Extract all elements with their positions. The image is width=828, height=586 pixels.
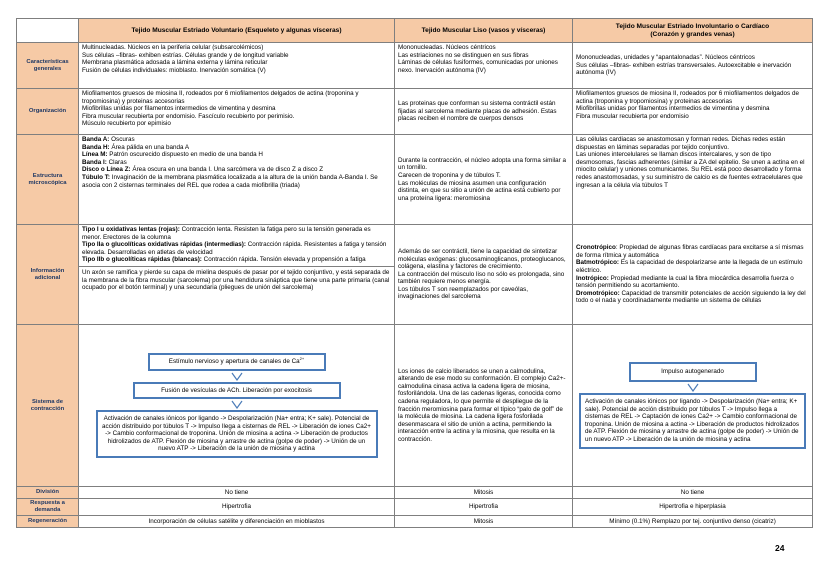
comparison-table-sheet [16, 18, 812, 528]
text-line: Miofilamentos gruesos de miosina II, rodeados por 6 miofilamentos delgados de actina (troponina y tropomiosina) y proteinas accesorias [576, 90, 799, 105]
header-voluntario: Tejido Muscular Estriado Voluntario (Esqueleto y algunas vísceras) [79, 19, 395, 43]
text-line: Las uniones intercelulares se llaman discos intercalares, y son de tipo desmosomas, fascias adherentes (similar a ZA del epitelio. Se unen a actina en el miocito celular) y uniones comunicantes. Su REL está poco desarrollado y forma redes anastomosadas, y su suministro de calcio es de fuentes extracelulares que ingresan a la célula vía túbulos T [576, 151, 805, 189]
text-line: Las proteinas que conforman su sistema contráctil están fijadas al sarcolema mediante placas de adhesión. Estas placas reciben el nombre de cuerpos densos [398, 100, 557, 123]
row-label-division: División [17, 487, 79, 499]
property-item [576, 259, 809, 274]
band-item [82, 151, 391, 159]
text-line: Carecen de troponina y de túbulos T. [398, 171, 501, 179]
flow-box-contraction-cardiac: Activación de canales iónicos por ligando -> Despolarización (Na+ entra; K+ sale). Potencial de acción distribuido por túbulos T -> Impulso llega a cisternas de REL -> Captación de iones Ca2+ -> Cambio conformacional de troponina. Unión de miosina a actina -> Liberación de productos hidrolizados de ATP. Flexión de miosina y arrastre de actina (golpe de poder) -> Unión de un nuevo ATP -> Liberación de la unión de miosina y actina [579, 393, 806, 449]
property-term: Batmotrópico: [576, 259, 620, 267]
organizacion-cardiaco [573, 89, 813, 135]
caracteristicas-voluntario [79, 43, 395, 89]
row-regeneracion [17, 516, 813, 528]
muscle-tissue-comparison-table [16, 18, 813, 528]
band-desc: Oscuras [109, 136, 135, 143]
regeneracion-liso: Mitosis [395, 516, 573, 528]
row-label-estructura: Estructura microscópica [17, 135, 79, 225]
text-line: Láminas de células fusiformes, comunicadas por uniones nexo. Inervación autónoma (IV) [398, 59, 558, 74]
property-desc: Capacidad de transmitir potenciales de acción siguiendo la ley del todo o el nada y coordinadamente mediante un sistema de células [576, 289, 806, 305]
header-cardiaco [573, 19, 813, 43]
property-item [576, 275, 809, 290]
sistema-voluntario [79, 325, 395, 487]
text-line: La contracción del músculo liso no sólo es prolongada, sino también requiere menos energía. [398, 270, 565, 286]
text-line: Las estriaciones no se distinguen en sus fibras [398, 51, 529, 59]
property-desc: : Propiedad de algunas fibras cardíacas para excitarse a sí mismas de forma rítmica y automática [576, 244, 804, 259]
row-division [17, 487, 813, 499]
text-line: Membrana plasmática adosada a lámina externa y lámina reticular [82, 59, 268, 67]
text-line: Multinucleadas. Núcleos en la periferia celular (subsarcolémicos) [82, 44, 264, 51]
fiber-type-term: Tipo I u oxidativas lentas (rojas): [82, 226, 180, 233]
header-row [17, 19, 813, 43]
flow-box-exocytosis: Fusión de vesículas de ACh. Liberación por exocitosis [133, 382, 341, 400]
property-term: Cronotrópico [576, 244, 616, 252]
row-label-sistema: Sistema de contracción [17, 325, 79, 487]
division-cardiaco: No tiene [573, 487, 813, 499]
band-item [82, 144, 391, 152]
calcium-charge: 2+ [299, 355, 305, 361]
respuesta-liso: Hipertrofia [395, 499, 573, 516]
text-line: Además de ser contráctil, tiene la capacidad de sintetizar moléculas exógenas: glucosaminoglicanos, proteoglucanos, colágena, elastina y factores de crecimiento. [398, 247, 566, 271]
text-line: Las moléculas de miosina asumen una configuración distinta, en que su sitio a unión de actina está cubierto por una proteína ligera: meromiosina [398, 179, 561, 202]
page-number: 24 [775, 543, 785, 553]
regeneracion-voluntario: Incorporación de células satélite y diferenciación en mioblastos [79, 516, 395, 528]
fiber-type-item [82, 256, 391, 264]
text-line: Músculo recubierto por epimisio [82, 120, 171, 128]
band-item [82, 136, 391, 144]
text-line: Durante la contracción, el núcleo adopta una forma similar a un tornillo. [398, 156, 567, 172]
band-term: Disco o Línea Z: [82, 166, 131, 174]
text-line: Mononucleadas. Núcleos céntricos [398, 44, 496, 51]
informacion-liso [395, 225, 573, 325]
respuesta-voluntario: Hipertrofia [79, 499, 395, 516]
band-term: Línea M: [82, 151, 108, 159]
informacion-cardiaco [573, 225, 813, 325]
property-desc: Es la capacidad de despolarizarse ante la llegada de un estímulo eléctrico. [576, 259, 803, 274]
estructura-liso [395, 135, 573, 225]
flow-box-contraction: Activación de canales iónicos por ligando -> Despolarización (Na+ entra; K+ sale). Potencial de acción distribuido por túbulos T -> Impulso llega a cisternas de REL -> Liberación de iones Ca2+ -> Cambio conformacional de troponina. Unión de miosina a actina -> Liberación de productos hidrolizados de ATP. Flexión de miosina y arrastre de actina (golpe de poder) -> Unión de un nuevo ATP -> Liberación de la unión de miosina y actina [96, 410, 378, 458]
sistema-liso: Los iones de calcio liberados se unen a calmodulina, alterando de ese modo su conformación. El complejo Ca2+-calmodulina cinasa activa la cadena ligera de miosina, fosforilándola. Una de las cadenas ligeras, conocida como cadena reguladora, lo que permite el despliegue de la fracción meromiosina para formar el típico “palo de golf” de la molécula de miosina. La cadena ligera fosforilada desenmascara el sitio de unión a actina, permitiendo la interacción entre la actina y la miosina, que resulta en la contracción. [395, 325, 573, 487]
band-desc: Área pálida en una banda A [109, 143, 190, 151]
flow-box-stimulus [148, 353, 326, 371]
respuesta-cardiaco: Hipertrofia e hiperplasia [573, 499, 813, 516]
corner-cell [17, 19, 79, 43]
header-cardiaco-line2: (Corazón y grandes venas) [650, 30, 735, 38]
estructura-voluntario [79, 135, 395, 225]
band-desc: Patrón oscurecido dispuesto en medio de una banda H [107, 151, 263, 159]
flow-box-impulse: Impulso autogenerado [629, 362, 757, 382]
property-item [576, 290, 809, 305]
band-item [82, 174, 391, 189]
division-liso: Mitosis [395, 487, 573, 499]
band-item [82, 166, 391, 174]
band-desc: Claras [106, 158, 127, 166]
down-arrow-icon [231, 400, 243, 409]
row-label-caracteristicas: Características generales [17, 43, 79, 89]
row-caracteristicas [17, 43, 813, 89]
fiber-type-desc: Contracción rápida. Tensión elevada y propensión a fatiga [201, 256, 366, 264]
band-desc: Invaginación de la membrana plasmática localizada a la altura de la unión banda A-Banda I. Se asocia con 2 cisternas terminales del REL que rodea a cada miofibrilla (triada) [82, 173, 378, 189]
fiber-type-term: Tipo IIb o glucolíticas rápidas (blancas): [82, 256, 202, 264]
caracteristicas-liso [395, 43, 573, 89]
property-desc: Propiedad mediante la cual la fibra miocárdica desarrolla fuerza o tensión permitiendo su acortamiento. [576, 274, 794, 290]
row-informacion [17, 225, 813, 325]
text-line: Miofilamentos gruesos de miosina II, rodeados por 6 miofilamentos delgados de actina (troponina y tropomiosina) y proteinas accesorias [82, 90, 359, 105]
row-organizacion [17, 89, 813, 135]
row-estructura [17, 135, 813, 225]
axon-paragraph: Un axón se ramifica y pierde su capa de mielina después de pasar por el tejido conjuntivo, y está separada de la membrana de la fibra muscular (sarcolema) por una hendidura sináptica que tiene una parte primaria (canal ocupado por el botón terminal) y una secundaria (pliegues de unión del sarcolema) [79, 266, 394, 292]
organizacion-liso [395, 89, 573, 135]
text-line: Los túbulos T son reemplazados por caveólas, invaginaciones del sarcolema [398, 285, 528, 301]
estructura-cardiaco [573, 135, 813, 225]
down-arrow-icon [231, 372, 243, 381]
band-term: Banda I: [82, 158, 107, 166]
header-cardiaco-line1: Tejido Muscular Estriado Involuntario o Cardíaco [615, 22, 770, 30]
header-liso: Tejido Muscular Liso (vasos y vísceras) [395, 19, 573, 43]
down-arrow-icon [687, 383, 699, 392]
band-term: Banda H: [82, 143, 110, 151]
organizacion-voluntario [79, 89, 395, 135]
property-term: Dromotrópico: [576, 289, 620, 297]
text-line: Fibra muscular recubierta por endomisio [576, 112, 689, 120]
text-line: Mononucleadas, unidades y “apantalonadas”. Núcleos céntricos [576, 54, 755, 62]
text-line: Miofibrillas unidas por filamentos intermedios de vimentina y desmina [82, 105, 276, 113]
property-term: Inotrópico: [576, 274, 609, 282]
text-line: Sus células –fibras- exhiben estrías transversales. Autoexcitable e inervación autónoma (IV) [576, 61, 792, 77]
informacion-voluntario [79, 225, 395, 325]
band-term: Banda A: [82, 136, 110, 143]
sistema-cardiaco [573, 325, 813, 487]
fiber-type-desc: Contracción lenta. Resisten la fatiga pero su la tensión generada es menor. Erectores de la columna [82, 226, 371, 241]
division-voluntario: No tiene [79, 487, 395, 499]
text-line: Sus células –fibras- exhiben estrías. Células grande y de longitud variable [82, 51, 289, 59]
row-label-regeneracion: Regeneración [17, 516, 79, 528]
band-term: Túbulo T: [82, 173, 110, 181]
regeneracion-cardiaco: Mínimo (0.1%) Remplazo por tej. conjuntivo denso (cicatriz) [573, 516, 813, 528]
fiber-type-term: Tipo IIa o glucolíticas oxidativas rápidas (intermedias): [82, 241, 246, 249]
row-label-organizacion: Organización [17, 89, 79, 135]
text-line: Miofibrillas unidas por filamentos intermedios de vimentina y desmina [576, 105, 770, 113]
text-line: Las células cardiacas se anastomosan y forman redes. Dichas redes están dispuestas en láminas separadas por tejido conjuntivo. [576, 136, 786, 151]
caracteristicas-cardiaco [573, 43, 813, 89]
row-respuesta [17, 499, 813, 516]
fiber-type-item [82, 241, 391, 256]
row-sistema [17, 325, 813, 487]
fiber-type-item [82, 226, 391, 241]
text-line: Fibra muscular recubierta por endomisio. Fascículo recubierto por perimisio. [82, 112, 295, 120]
property-item [576, 244, 809, 259]
fiber-type-desc: Contracción rápida. Resistentes a fatiga y tensión elevada. Desarrolladas en atletas de velocidad [82, 241, 387, 256]
text-line: Fusión de células individuales: mioblasto. Inervación somática (V) [82, 66, 266, 74]
row-label-respuesta: Respuesta a demanda [17, 499, 79, 516]
row-label-informacion: Información adicional [17, 225, 79, 325]
flow-box-stimulus-text: Estímulo nervioso y apertura de canales de Ca [168, 357, 300, 365]
band-desc: Área oscura en una banda I. Una sarcómera va de disco Z a disco Z [130, 166, 324, 174]
